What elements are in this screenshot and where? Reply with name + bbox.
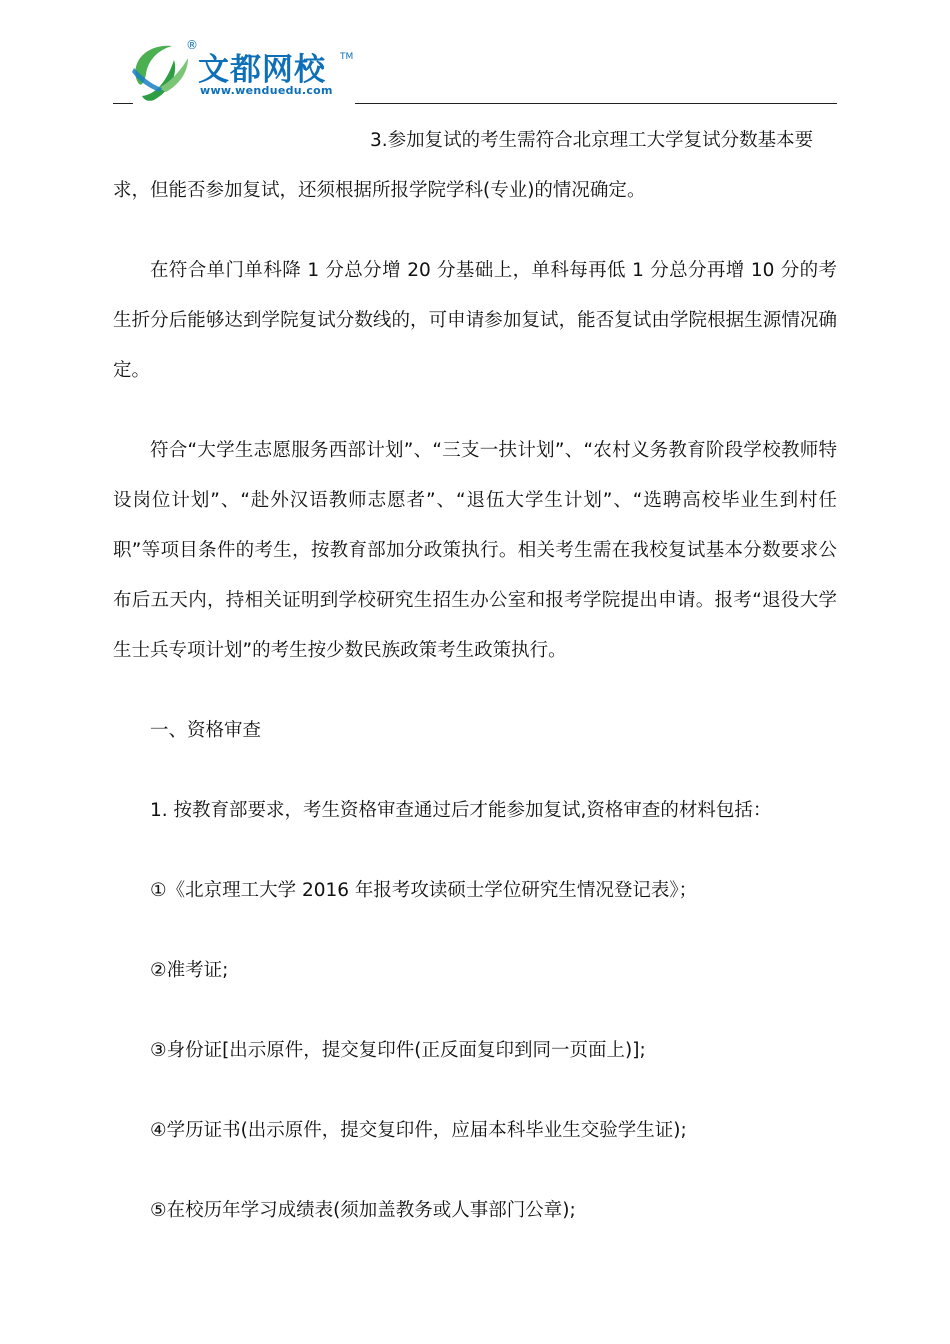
wendu-logo bbox=[128, 38, 368, 104]
header-rule-left bbox=[113, 103, 133, 104]
list-item-1: 1. 按教育部要求，考生资格审查通过后才能参加复试,资格审查的材料包括： bbox=[150, 800, 772, 821]
trademark-mark: TM bbox=[340, 52, 354, 62]
list-item-a: ①《北京理工大学 2016 年报考攻读硕士学位研究生情况登记表》； bbox=[150, 880, 698, 901]
paragraph-3: 符合“大学生志愿服务西部计划”、“三支一扶计划”、“农村义务教育阶段学校教师特设岗位计划”、“赴外汉语教师志愿者”、“退伍大学生计划”、“选聘高校毕业生到村任职”等项目条件的考生，按教育部加分政策执行。相关考生需在我校复试基本分数要求公布后五天内，持相关证明到学校研究生招生办公室和报考学院提出申请。报考“退役大学生士兵专项计划”的考生按少数民族政策考生政策执行。 bbox=[113, 440, 837, 661]
registered-mark: ® bbox=[186, 38, 198, 52]
list-item-d: ④学历证书(出示原件，提交复印件，应届本科毕业生交验学生证); bbox=[150, 1120, 687, 1141]
logo-url: www.wenduedu.com bbox=[200, 84, 333, 97]
page-header bbox=[0, 0, 950, 110]
logo-name: 文都网校 bbox=[198, 52, 326, 88]
header-rule-right bbox=[355, 103, 837, 104]
list-item-b: ②准考证; bbox=[150, 960, 229, 981]
list-item-c: ③身份证[出示原件，提交复印件(正反面复印到同一页面上)]; bbox=[150, 1040, 646, 1061]
paragraph-2: 在符合单门单科降 1 分总分增 20 分基础上，单科每再低 1 分总分再增 10 分的考生折分后能够达到学院复试分数线的，可申请参加复试，能否复试由学院根据生源情况确定。 bbox=[113, 260, 837, 381]
section-heading: 一、资格审查 bbox=[150, 720, 262, 741]
document-body bbox=[113, 116, 837, 1266]
paragraph-1-line-1: 3.参加复试的考生需符合北京理工大学复试分数基本要 bbox=[370, 130, 814, 151]
paragraph-1-line-2: 求，但能否参加复试，还须根据所报学院学科(专业)的情况确定。 bbox=[113, 180, 646, 201]
list-item-e: ⑤在校历年学习成绩表(须加盖教务或人事部门公章); bbox=[150, 1200, 576, 1221]
